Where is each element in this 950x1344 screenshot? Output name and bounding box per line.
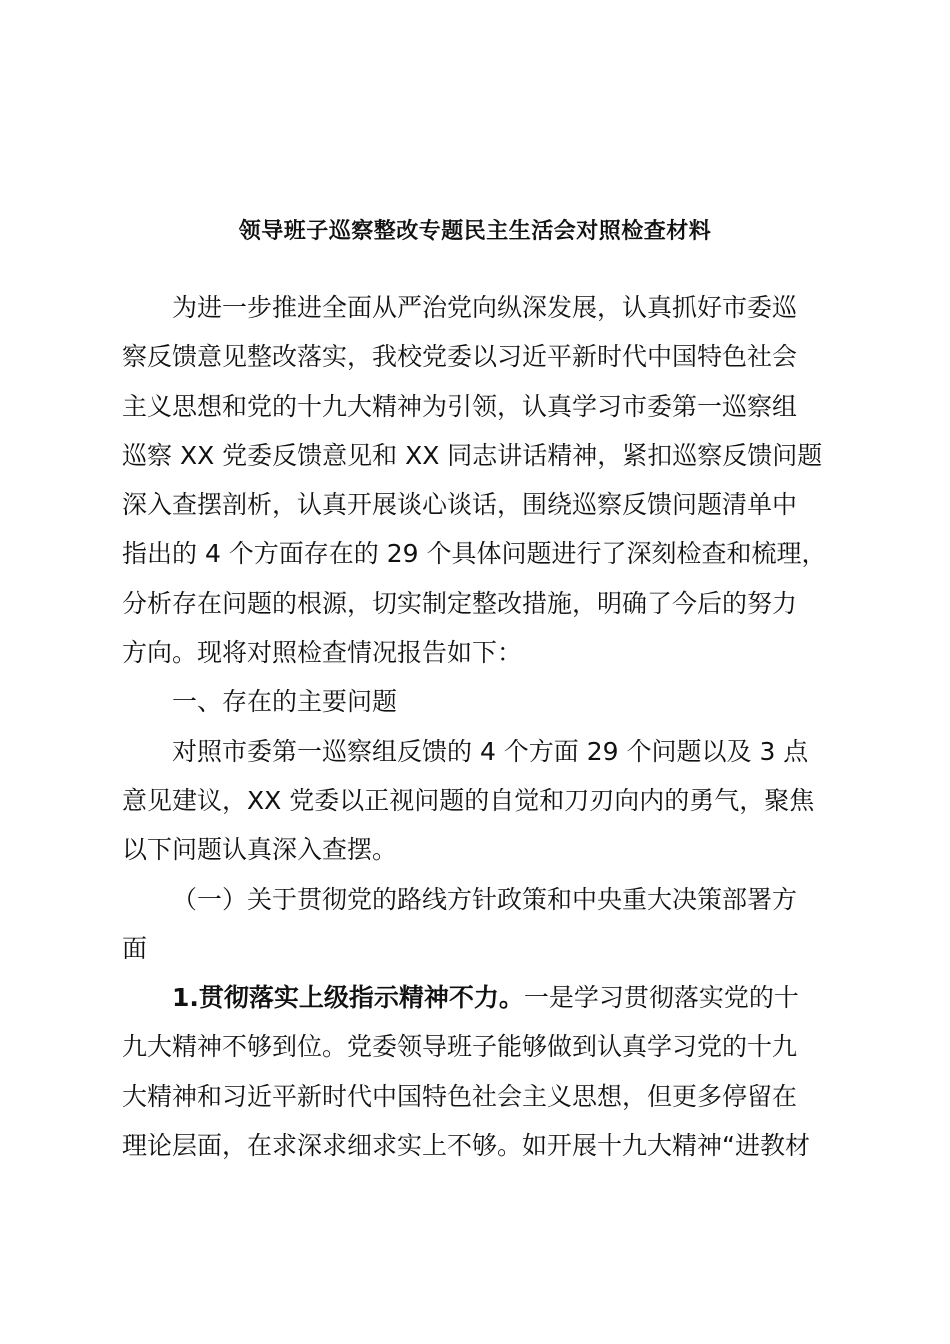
paragraph-line: 指出的 4 个方面存在的 29 个具体问题进行了深刻检查和梳理， — [122, 539, 827, 569]
paragraph-line: 意见建议，XX 党委以正视问题的自觉和刀刃向内的勇气，聚焦 — [122, 785, 815, 815]
item-heading: 1.贯彻落实上级指示精神不力。 — [172, 983, 524, 1013]
paragraph-line: 以下问题认真深入查摆。 — [122, 835, 398, 865]
item-text: 一是学习贯彻落实党的十 — [523, 983, 799, 1013]
subsection-heading: （一）关于贯彻党的路线方针政策和中央重大决策部署方 — [172, 884, 798, 914]
section-heading: 一、存在的主要问题 — [172, 687, 398, 717]
paragraph-line: 深入查摆剖析，认真开展谈心谈话，围绕巡察反馈问题清单中 — [122, 490, 798, 520]
paragraph-line: 理论层面，在求深求细求实上不够。如开展十九大精神“进教材 — [122, 1131, 810, 1161]
document-title: 领导班子巡察整改专题民主生活会对照检查材料 — [238, 219, 712, 244]
item-line — [122, 973, 832, 1022]
paragraph-line: 巡察 XX 党委反馈意见和 XX 同志讲话精神，紧扣巡察反馈问题 — [122, 440, 823, 470]
paragraph-line: 大精神和习近平新时代中国特色社会主义思想，但更多停留在 — [122, 1081, 798, 1111]
paragraph-line: 察反馈意见整改落实，我校党委以习近平新时代中国特色社会 — [122, 342, 798, 372]
paragraph-line: 对照市委第一巡察组反馈的 4 个方面 29 个问题以及 3 点 — [172, 736, 809, 766]
paragraph-line: 分析存在问题的根源，切实制定整改措施，明确了今后的努力 — [122, 588, 798, 618]
document-body — [122, 283, 832, 1170]
subsection-heading-continued: 面 — [122, 933, 148, 963]
paragraph-line: 方向。现将对照检查情况报告如下： — [122, 638, 523, 668]
paragraph-line: 主义思想和党的十九大精神为引领，认真学习市委第一巡察组 — [122, 391, 798, 421]
paragraph-line: 九大精神不够到位。党委领导班子能够做到认真学习党的十九 — [122, 1032, 798, 1062]
paragraph-line: 为进一步推进全面从严治党向纵深发展，认真抓好市委巡 — [172, 293, 798, 322]
